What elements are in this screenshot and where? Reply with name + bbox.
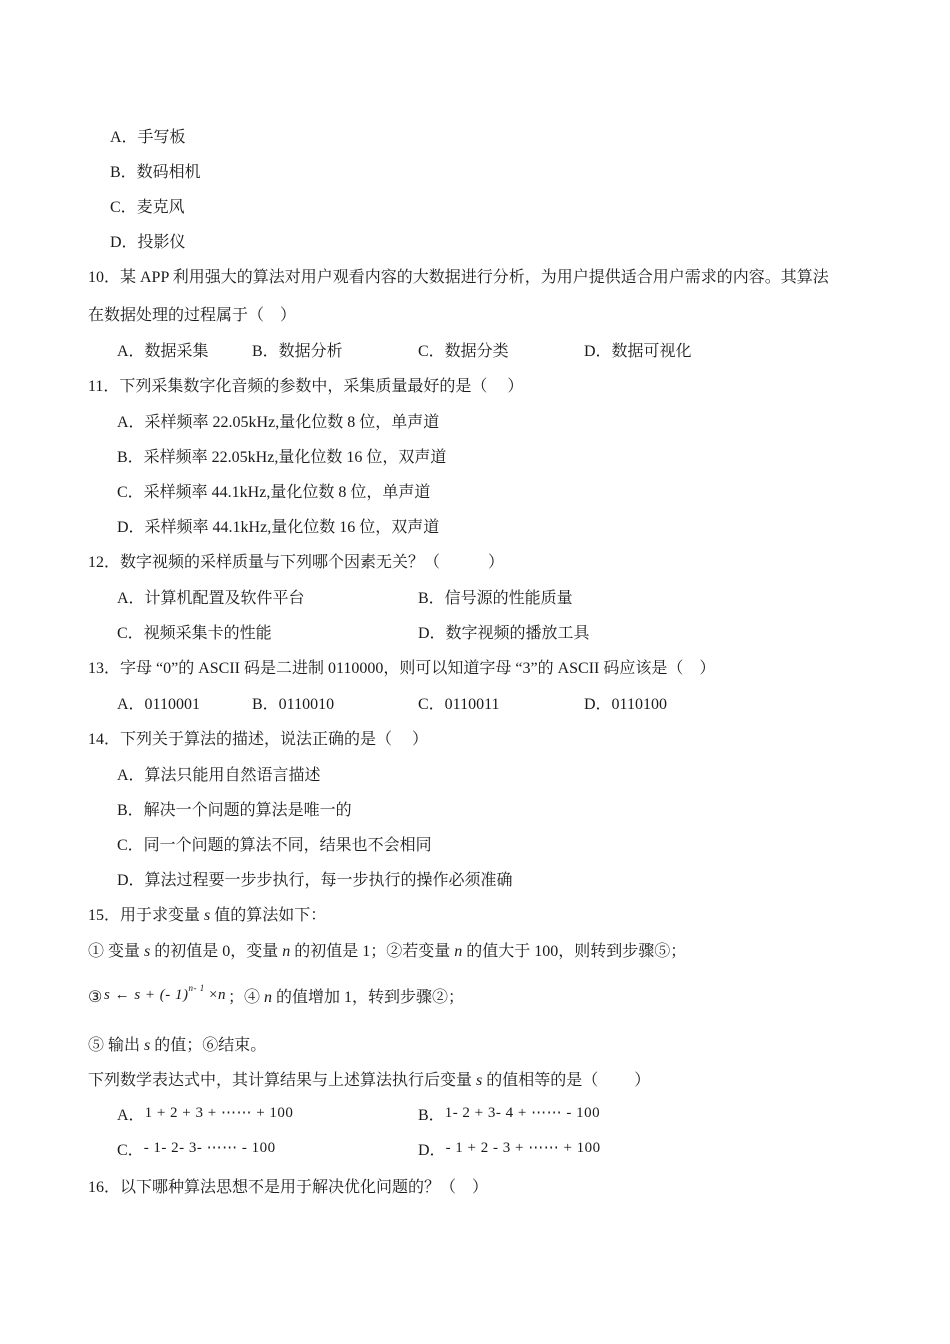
q15-stem-text-b: 值的算法如下： [210, 907, 327, 924]
q15-option-d [418, 1141, 601, 1161]
q9-option-c: C．麦克风 [110, 199, 185, 216]
q15-option-b-label: B． [418, 1107, 445, 1124]
q10-option-a: A．数据采集 [117, 343, 209, 360]
q11-option-d: D．采样频率 44.1kHz,量化位数 16 位，双声道 [117, 519, 440, 536]
q15-option-d-label: D． [418, 1142, 446, 1159]
q15-formula-n: n [218, 987, 227, 1003]
q14-stem: 14．下列关于算法的描述，说法正确的是（ ） [88, 731, 429, 748]
q14-option-a: A．算法只能用自然语言描述 [117, 767, 321, 784]
q15-formula-times: × [204, 987, 219, 1003]
q12-option-b: B．信号源的性能质量 [418, 590, 573, 607]
q15-step5-text-a: ⑤ 输出 [88, 1037, 145, 1054]
q14-option-b: B．解决一个问题的算法是唯一的 [117, 802, 352, 819]
q10-stem-line2: 在数据处理的过程属于（ ） [88, 307, 297, 324]
q15-question-text-a: 下列数学表达式中，其计算结果与上述算法执行后变量 [88, 1072, 477, 1089]
q12-option-d: D．数字视频的播放工具 [418, 625, 590, 642]
q15-step1-var-n: n [282, 943, 291, 960]
q10-stem-line1: 10．某 APP 利用强大的算法对用户观看内容的大数据进行分析，为用户提供适合用户需求的内容。其算法 [88, 269, 829, 286]
q11-stem: 11．下列采集数字化音频的参数中，采集质量最好的是（ ） [88, 378, 524, 395]
q15-step1-text-d: 的值大于 100，则转到步骤⑤； [462, 943, 687, 960]
q15-step5-var-s: s [144, 1037, 151, 1054]
q15-step1-text-b: 的初值是 0，变量 [150, 943, 283, 960]
q11-option-a: A．采样频率 22.05kHz,量化位数 8 位，单声道 [117, 414, 440, 431]
q15-question-text-b: 的值相等的是（ ） [482, 1072, 651, 1089]
q15-formula-mid: s + (- 1) [134, 987, 189, 1003]
q15-question [88, 1071, 650, 1091]
q15-option-a-label: A． [117, 1107, 145, 1124]
q15-step3-prefix: ③ [88, 989, 103, 1006]
q14-option-d: D．算法过程要一步步执行，每一步执行的操作必须准确 [117, 872, 513, 889]
q12-option-a: A．计算机配置及软件平台 [117, 590, 305, 607]
q15-option-c-label: C． [117, 1142, 144, 1159]
q9-option-b: B．数码相机 [110, 164, 201, 181]
q11-option-c: C．采样频率 44.1kHz,量化位数 8 位，单声道 [117, 484, 431, 501]
q15-stem-var: s [204, 907, 211, 924]
q15-step1-text-a: ① 变量 [88, 943, 145, 960]
q15-step3 [88, 988, 102, 1008]
q15-step3-text-a: ；④ [228, 989, 265, 1006]
q15-option-a [117, 1106, 293, 1126]
q10-option-d: D．数据可视化 [584, 343, 692, 360]
q16-stem: 16．以下哪种算法思想不是用于解决优化问题的？（ ） [88, 1179, 489, 1196]
q15-formula-arrow: ← [110, 987, 135, 1003]
q14-option-c: C．同一个问题的算法不同，结果也不会相同 [117, 837, 432, 854]
q13-stem: 13．字母 “0”的 ASCII 码是二进制 0110000，则可以知道字母 “3”的 ASCII 码应该是（ ） [88, 660, 716, 677]
q9-option-a: A．手写板 [110, 129, 186, 146]
q12-stem: 12．数字视频的采样质量与下列哪个因素无关？（ ） [88, 554, 505, 571]
q15-option-a-expr: 1 + 2 + 3 + ⋯⋯ + 100 [144, 1105, 294, 1121]
q15-step5-text-b: 的值；⑥结束。 [150, 1037, 267, 1054]
q15-step3-var-n: n [264, 989, 273, 1006]
q15-stem-text-a: 15．用于求变量 [88, 907, 205, 924]
q15-step5 [88, 1036, 266, 1056]
q11-option-b: B．采样频率 22.05kHz,量化位数 16 位，双声道 [117, 449, 447, 466]
q13-option-c: C．0110011 [418, 696, 500, 713]
q10-option-c: C．数据分类 [418, 343, 509, 360]
q15-step1-var-n2: n [454, 943, 463, 960]
q15-stem [88, 906, 326, 926]
q15-option-b-expr: 1- 2 + 3- 4 + ⋯⋯ - 100 [444, 1105, 601, 1121]
q15-option-d-expr: - 1 + 2 - 3 + ⋯⋯ + 100 [445, 1140, 601, 1156]
q13-option-d: D．0110100 [584, 696, 667, 713]
q15-question-var-s: s [476, 1072, 483, 1089]
q15-step3-formula [104, 980, 226, 1005]
q15-step3-rest [228, 988, 464, 1008]
q15-step3-text-b: 的值增加 1，转到步骤②； [272, 989, 465, 1006]
q15-formula-exponent: n- 1 [188, 983, 205, 993]
q15-option-c [117, 1141, 276, 1161]
q15-step1 [88, 942, 686, 962]
q15-step1-var-s: s [144, 943, 151, 960]
q12-option-c: C．视频采集卡的性能 [117, 625, 272, 642]
q10-option-b: B．数据分析 [252, 343, 343, 360]
q13-option-a: A．0110001 [117, 696, 200, 713]
q9-option-d: D．投影仪 [110, 234, 186, 251]
q13-option-b: B．0110010 [252, 696, 335, 713]
q15-option-b [418, 1106, 600, 1126]
q15-step1-text-c: 的初值是 1；②若变量 [290, 943, 455, 960]
q15-option-c-expr: - 1- 2- 3- ⋯⋯ - 100 [143, 1140, 276, 1156]
q15-formula-s: s [104, 987, 111, 1003]
